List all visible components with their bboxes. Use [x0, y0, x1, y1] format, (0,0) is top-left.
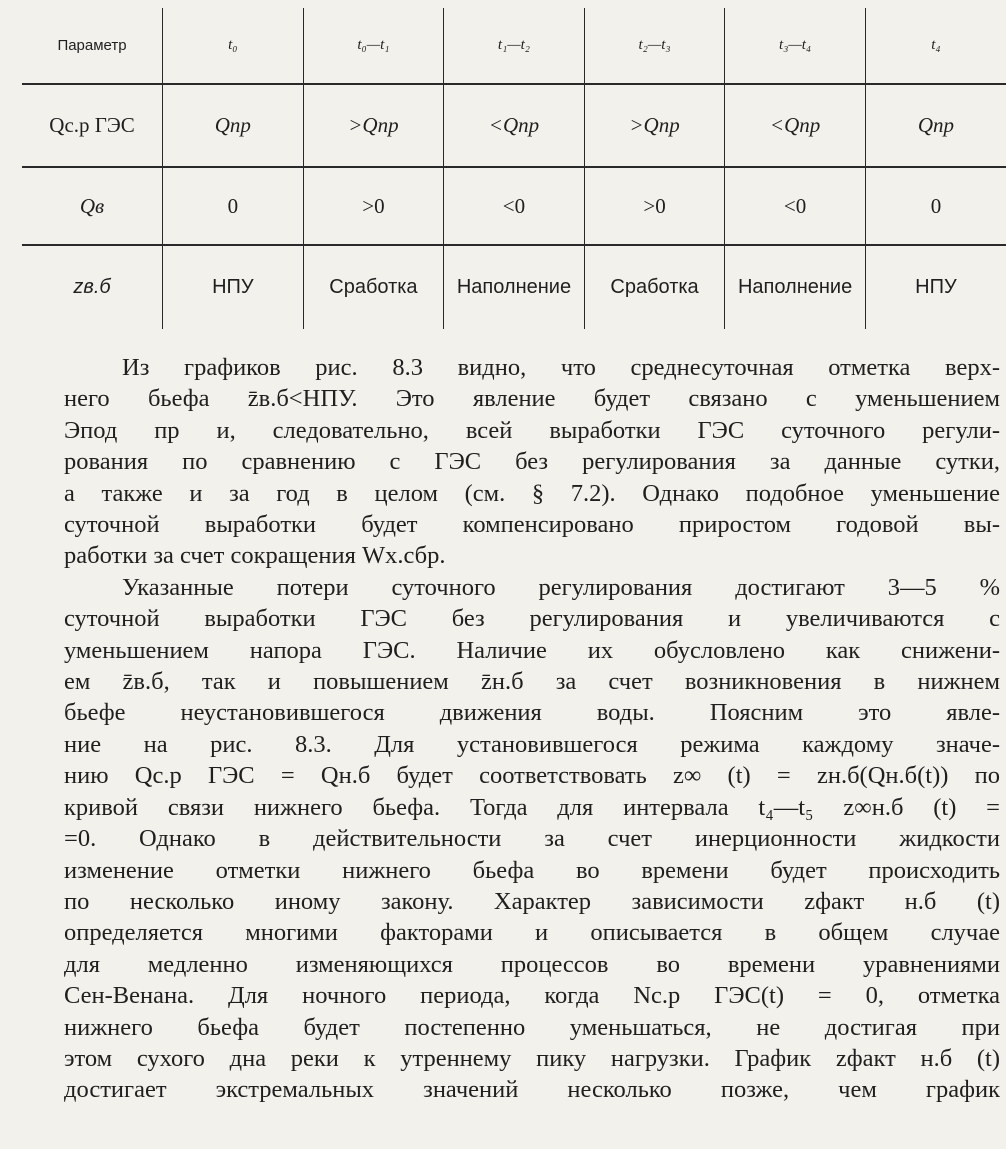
regime-table: [22, 8, 1006, 329]
table-cell: >Qпр: [584, 84, 725, 167]
text-line: нию Qс.р ГЭС = Qн.б будет соответствовать z∞ (t) = zн.б(Qн.б(t)) по: [64, 762, 1000, 790]
table-cell: НПУ: [865, 245, 1006, 329]
table-cell: Наполнение: [444, 245, 585, 329]
paragraph-2: [6, 572, 1000, 1106]
text-line: работки за счет сокращения Wх.сбр.: [64, 542, 446, 570]
header-col: t₄: [865, 8, 1006, 84]
text-line: уменьшением напора ГЭС. Наличие их обусловлено как снижени-: [64, 636, 1000, 664]
text-line: бьефе неустановившегося движения воды. Поясним это явле-: [64, 699, 1000, 727]
table-cell: 0: [163, 167, 304, 245]
paragraph-1: [6, 352, 1000, 572]
table-cell: 0: [865, 167, 1006, 245]
text-line: определяется многими факторами и описывается в общем случае: [64, 919, 1000, 947]
text-line: суточной выработки ГЭС без регулирования и увеличиваются с: [64, 605, 1000, 633]
header-parameter: Параметр: [57, 37, 127, 54]
text-line: этом сухого дна реки к утреннему пику нагрузки. График zфакт н.б (t): [64, 1044, 1000, 1072]
header-col: t₂—t₃: [584, 8, 725, 84]
table-cell: Qпр: [163, 84, 304, 167]
table-cell: Qпр: [865, 84, 1006, 167]
text-line: изменение отметки нижнего бьефа во времени будет происходить: [64, 856, 1000, 884]
table-cell: <Qпр: [725, 84, 866, 167]
header-col: t₃—t₄: [725, 8, 866, 84]
table-row: [22, 167, 1006, 245]
text-line: ем z̄в.б, так и повышением z̄н.б за счет возникновения в нижнем: [64, 668, 1000, 696]
text-line: Из графиков рис. 8.3 видно, что среднесуточная отметка верх-: [122, 354, 1000, 381]
text-line: него бьефа z̄в.б<НПУ. Это явление будет связано с уменьшением: [64, 385, 1000, 413]
text-line: Указанные потери суточного регулирования достигают 3—5 %: [122, 573, 1000, 601]
text-line: Эпод пр и, следовательно, всей выработки ГЭС суточного регули-: [64, 416, 1000, 444]
body-text: [6, 352, 1000, 1106]
text-line: а также и за год в целом (см. § 7.2). Однако подобное уменьшение: [64, 479, 1000, 507]
table-cell: >0: [303, 167, 444, 245]
table-cell: Сработка: [584, 245, 725, 329]
table-cell: НПУ: [163, 245, 304, 329]
table-row: [22, 84, 1006, 167]
table-row: [22, 245, 1006, 329]
row-label: Qс.р ГЭС: [22, 84, 163, 167]
text-line: по несколько иному закону. Характер зависимости zфакт н.б (t): [64, 887, 1000, 915]
header-col: t₁—t₂: [444, 8, 585, 84]
row-label: zв.б: [22, 245, 163, 329]
text-line: нижнего бьефа будет постепенно уменьшаться, не достигая при: [64, 1013, 1000, 1041]
table-cell: <0: [444, 167, 585, 245]
table-header-row: [22, 8, 1006, 84]
table-cell: <Qпр: [444, 84, 585, 167]
header-col: t₀—t₁: [303, 8, 444, 84]
table-cell: <0: [725, 167, 866, 245]
table-cell: >0: [584, 167, 725, 245]
text-line: Сен-Венана. Для ночного периода, когда Nс.р ГЭС(t) = 0, отметка: [64, 982, 1000, 1010]
text-line: достигает экстремальных значений несколько позже, чем график: [64, 1076, 1000, 1104]
text-line: рования по сравнению с ГЭС без регулирования за данные сутки,: [64, 448, 1000, 476]
header-col: t₀: [163, 8, 304, 84]
table-cell: >Qпр: [303, 84, 444, 167]
text-line: =0. Однако в действительности за счет инерционности жидкости: [64, 825, 1000, 853]
table-cell: Сработка: [303, 245, 444, 329]
text-line: для медленно изменяющихся процессов во времени уравнениями: [64, 950, 1000, 978]
table-cell: Наполнение: [725, 245, 866, 329]
text-line: суточной выработки будет компенсировано приростом годовой вы-: [64, 511, 1000, 539]
row-label: Qв: [22, 167, 163, 245]
text-line: кривой связи нижнего бьефа. Тогда для интервала t₄—t₅ z∞н.б (t) =: [64, 793, 1000, 821]
text-line: ние на рис. 8.3. Для установившегося режима каждому значе-: [64, 730, 1000, 758]
